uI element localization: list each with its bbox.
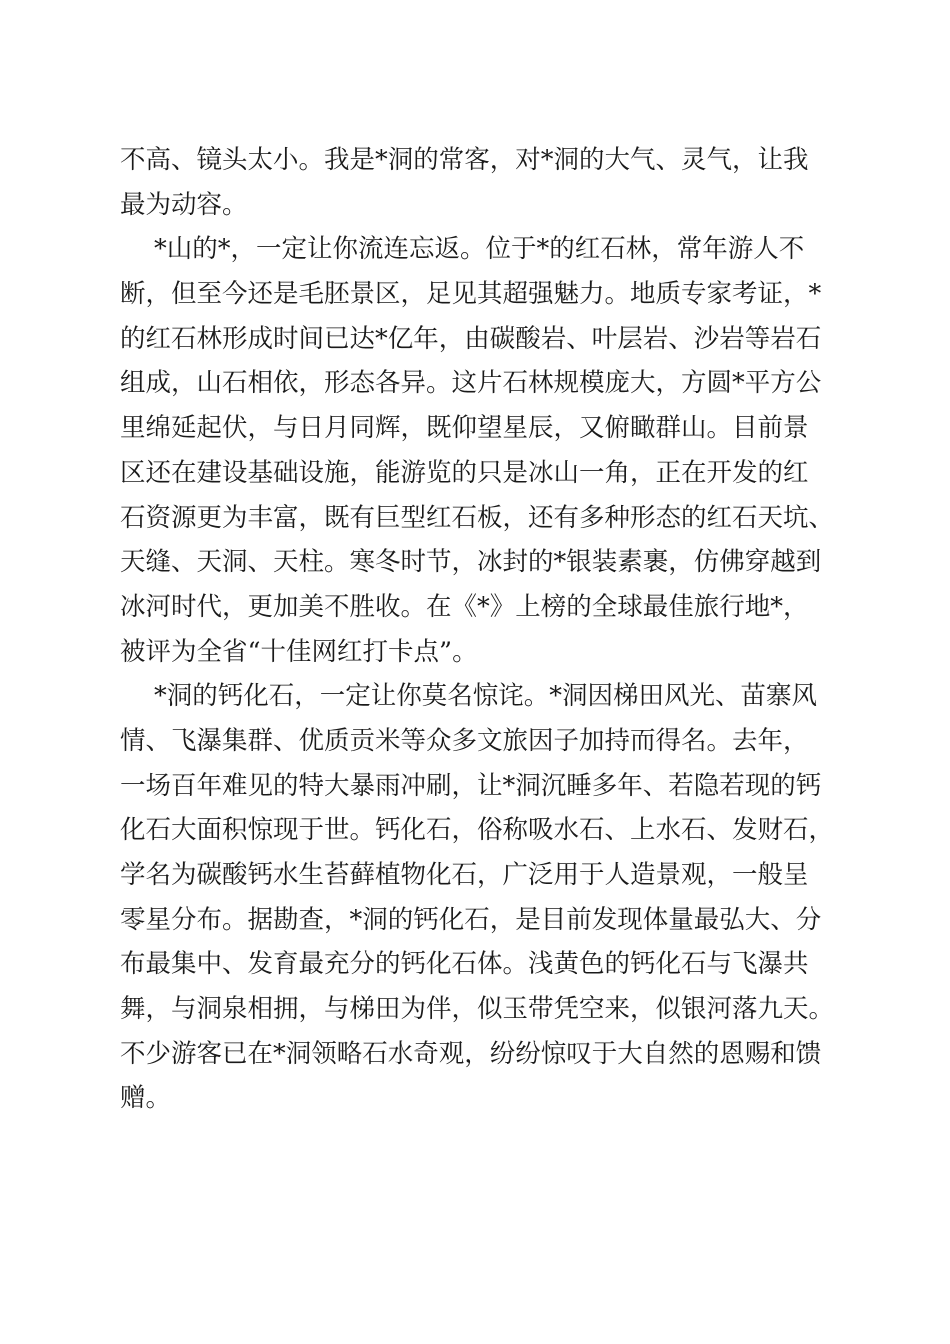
text-line: 舞，与洞泉相拥，与梯田为伴，似玉带凭空来，似银河落九天。 <box>120 994 835 1025</box>
text-line: 里绵延起伏，与日月同辉，既仰望星辰，又俯瞰群山。目前景 <box>120 413 809 444</box>
text-line: 组成，山石相依，形态各异。这片石林规模庞大，方圆*平方公 <box>120 368 822 399</box>
text-line: 被评为全省“十佳网红打卡点”。 <box>120 636 478 667</box>
text-line: 不少游客已在*洞领略石水奇观，纷纷惊叹于大自然的恩赐和馈 <box>120 1038 822 1069</box>
text-line: 区还在建设基础设施，能游览的只是冰山一角，正在开发的红 <box>120 457 809 488</box>
text-line: 赠。 <box>120 1083 172 1114</box>
text-line: 断，但至今还是毛胚景区，足见其超强魅力。地质专家考证，* <box>120 279 822 310</box>
text-line: 的红石林形成时间已达*亿年，由碳酸岩、叶层岩、沙岩等岩石 <box>120 323 822 354</box>
text-line: 学名为碳酸钙水生苔藓植物化石，广泛用于人造景观，一般呈 <box>120 860 809 890</box>
text-line: 布最集中、发育最充分的钙化石体。浅黄色的钙化石与飞瀑共 <box>120 949 809 980</box>
text-line: 情、飞瀑集群、优质贡米等众多文旅因子加持而得名。去年， <box>120 725 809 756</box>
text-line: 不高、镜头太小。我是*洞的常客，对*洞的大气、灵气，让我 <box>120 145 809 175</box>
text-line: 天缝、天洞、天柱。寒冬时节，冰封的*银装素裹，仿佛穿越到 <box>120 547 822 578</box>
text-line: 冰河时代，更加美不胜收。在《*》上榜的全球最佳旅行地*， <box>120 591 809 622</box>
text-line: 零星分布。据勘查，*洞的钙化石，是目前发现体量最弘大、分 <box>120 904 822 935</box>
body-text <box>120 138 835 1121</box>
text-line: 一场百年难见的特大暴雨冲刷，让*洞沉睡多年、若隐若现的钙 <box>120 770 822 801</box>
text-line: 最为动容。 <box>120 189 248 220</box>
paragraph-first-line: *山的*，一定让你流连忘返。位于*的红石林，常年游人不 <box>154 234 805 265</box>
text-line: 石资源更为丰富，既有巨型红石板，还有多种形态的红石天坑、 <box>120 502 835 533</box>
text-line: 化石大面积惊现于世。钙化石，俗称吸水石、上水石、发财石， <box>120 815 835 846</box>
paragraph-first-line: *洞的钙化石，一定让你莫名惊诧。*洞因梯田风光、苗寨风 <box>154 681 818 712</box>
